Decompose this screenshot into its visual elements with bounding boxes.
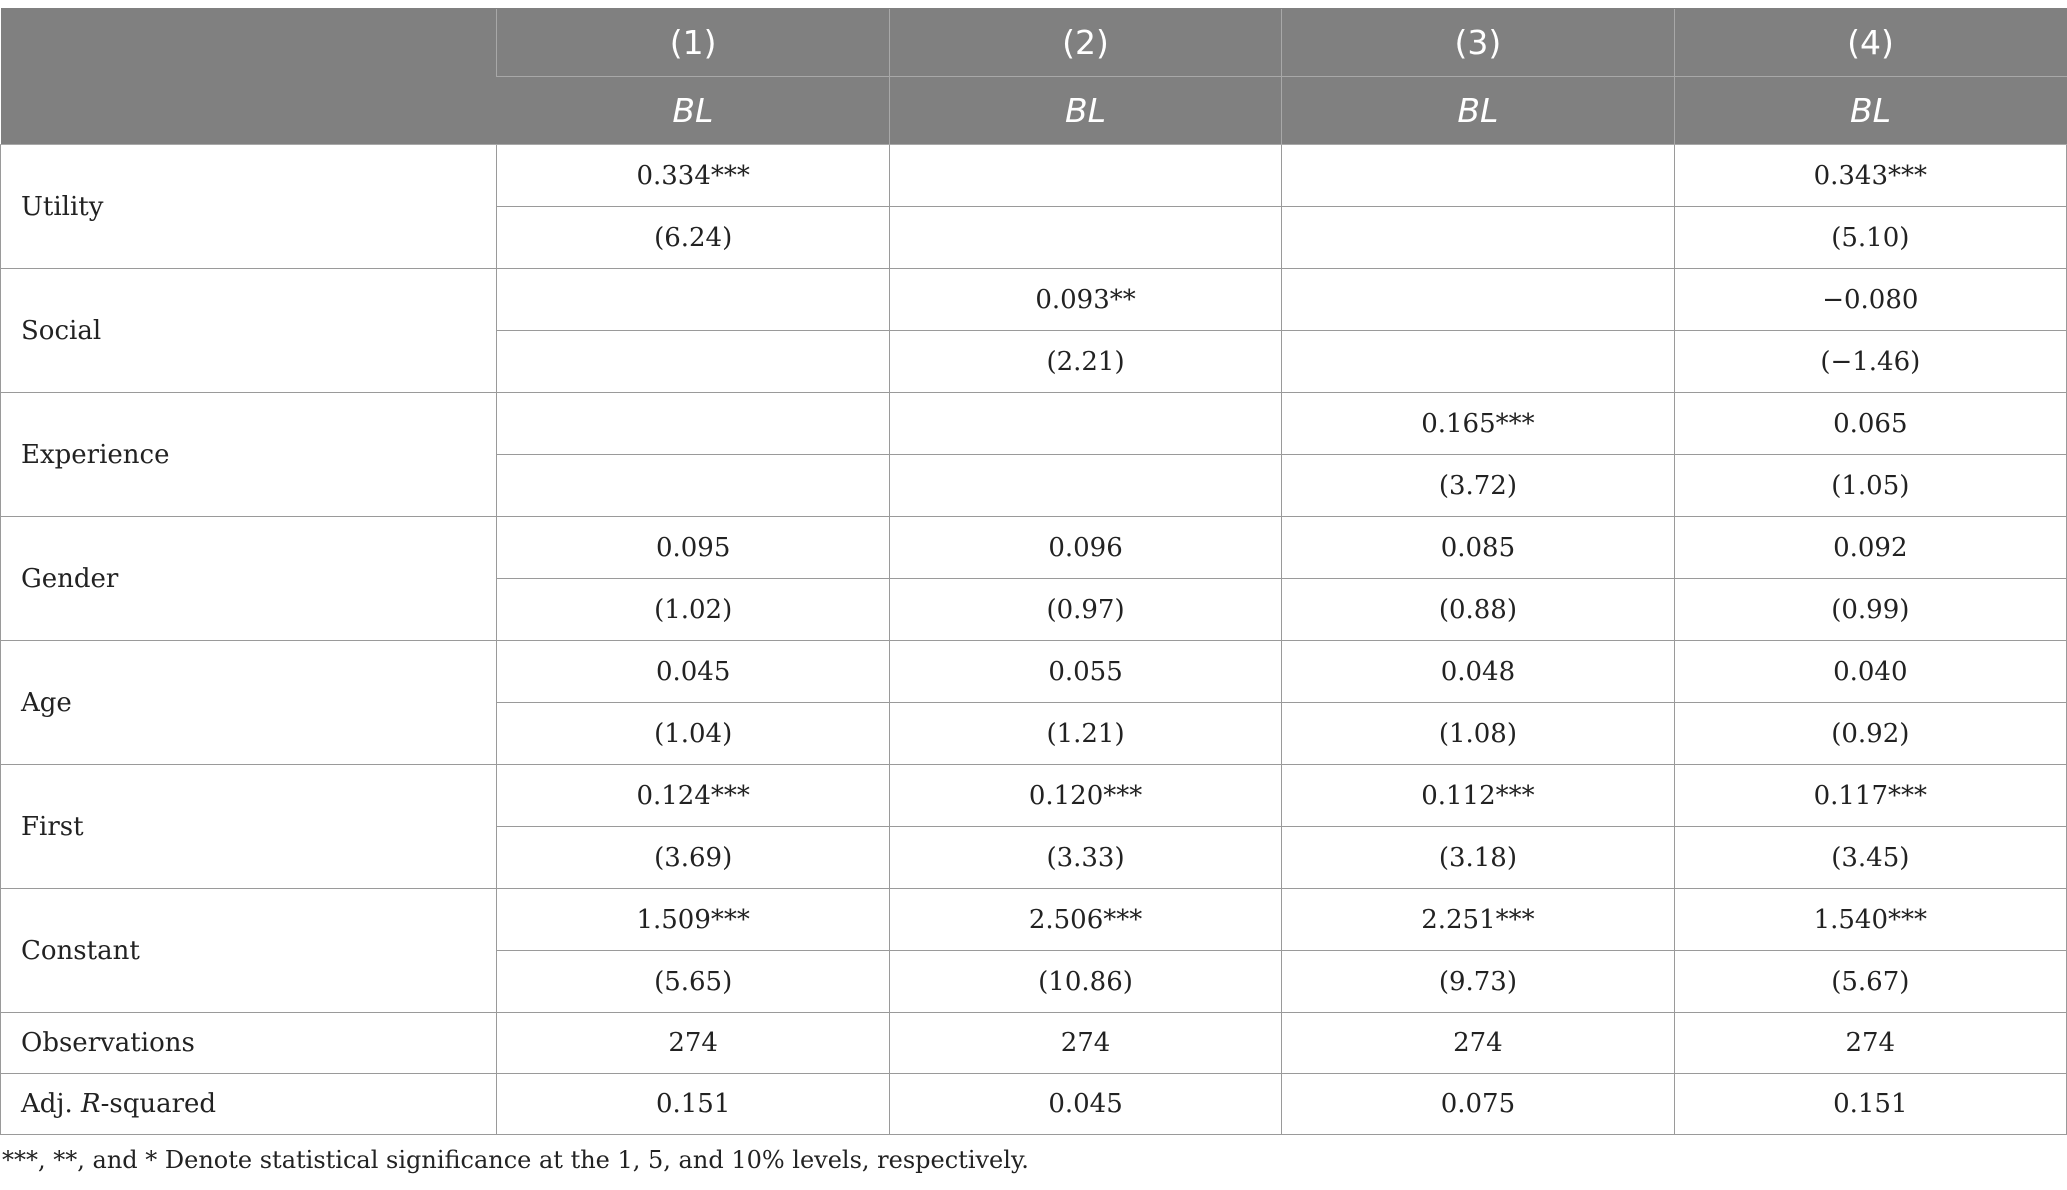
constant-tstat-col-2: (10.86)	[889, 951, 1281, 1013]
constant-tstat-col-4: (5.67)	[1674, 951, 2066, 1013]
experience-coef-col-1	[497, 393, 889, 455]
observations-col-4: 274	[1674, 1013, 2066, 1074]
header-row-model-numbers	[1, 9, 2067, 77]
row-label-gender: Gender	[1, 517, 497, 641]
significance-footnote: ***, **, and * Denote statistical significance at the 1, 5, and 10% levels, respectively.	[2, 1146, 1029, 1174]
table-row-utility-coef	[1, 145, 2067, 207]
constant-coef-col-1: 1.509***	[497, 889, 889, 951]
experience-tstat-col-2	[889, 455, 1281, 517]
row-label-first: First	[1, 765, 497, 889]
dependent-var-col-2: BL	[889, 77, 1281, 145]
dependent-var-col-3: BL	[1282, 77, 1674, 145]
constant-coef-col-3: 2.251***	[1282, 889, 1674, 951]
age-coef-col-1: 0.045	[497, 641, 889, 703]
social-coef-col-4: −0.080	[1674, 269, 2066, 331]
age-tstat-col-3: (1.08)	[1282, 703, 1674, 765]
social-tstat-col-1	[497, 331, 889, 393]
adj-r-squared-label-r: R	[81, 1089, 101, 1119]
utility-tstat-col-3	[1282, 207, 1674, 269]
age-coef-col-2: 0.055	[889, 641, 1281, 703]
first-coef-col-2: 0.120***	[889, 765, 1281, 827]
gender-coef-col-3: 0.085	[1282, 517, 1674, 579]
table-row-gender-coef	[1, 517, 2067, 579]
observations-col-1: 274	[497, 1013, 889, 1074]
first-tstat-col-2: (3.33)	[889, 827, 1281, 889]
adj-r-squared-label	[1, 1074, 497, 1135]
age-tstat-col-2: (1.21)	[889, 703, 1281, 765]
utility-coef-col-2	[889, 145, 1281, 207]
age-tstat-col-1: (1.04)	[497, 703, 889, 765]
header-col-4: (4)	[1674, 9, 2066, 77]
adj-r-squared-col-1: 0.151	[497, 1074, 889, 1135]
table-row-constant-coef	[1, 889, 2067, 951]
adj-r-squared-label-suffix: -squared	[100, 1089, 217, 1119]
table-header	[1, 9, 2067, 145]
table-body	[1, 145, 2067, 1135]
experience-coef-col-3: 0.165***	[1282, 393, 1674, 455]
social-coef-col-1	[497, 269, 889, 331]
dependent-var-col-4: BL	[1674, 77, 2066, 145]
dependent-var-col-1: BL	[497, 77, 889, 145]
table-row-social-coef	[1, 269, 2067, 331]
gender-tstat-col-4: (0.99)	[1674, 579, 2066, 641]
utility-tstat-col-4: (5.10)	[1674, 207, 2066, 269]
social-coef-col-3	[1282, 269, 1674, 331]
row-label-social: Social	[1, 269, 497, 393]
header-col-2: (2)	[889, 9, 1281, 77]
row-label-constant: Constant	[1, 889, 497, 1013]
header-col-1: (1)	[497, 9, 889, 77]
first-coef-col-4: 0.117***	[1674, 765, 2066, 827]
adj-r-squared-col-2: 0.045	[889, 1074, 1281, 1135]
adj-r-squared-row	[1, 1074, 2067, 1135]
regression-table	[0, 8, 2067, 1135]
row-label-experience: Experience	[1, 393, 497, 517]
utility-coef-col-4: 0.343***	[1674, 145, 2066, 207]
regression-table-container	[0, 8, 2067, 1135]
age-coef-col-3: 0.048	[1282, 641, 1674, 703]
utility-tstat-col-1: (6.24)	[497, 207, 889, 269]
observations-row	[1, 1013, 2067, 1074]
constant-tstat-col-3: (9.73)	[1282, 951, 1674, 1013]
table-row-age-coef	[1, 641, 2067, 703]
observations-label: Observations	[1, 1013, 497, 1074]
header-col-3: (3)	[1282, 9, 1674, 77]
first-coef-col-3: 0.112***	[1282, 765, 1674, 827]
experience-coef-col-2	[889, 393, 1281, 455]
gender-coef-col-2: 0.096	[889, 517, 1281, 579]
utility-coef-col-1: 0.334***	[497, 145, 889, 207]
gender-tstat-col-1: (1.02)	[497, 579, 889, 641]
utility-tstat-col-2	[889, 207, 1281, 269]
first-tstat-col-3: (3.18)	[1282, 827, 1674, 889]
first-tstat-col-1: (3.69)	[497, 827, 889, 889]
observations-col-2: 274	[889, 1013, 1281, 1074]
row-label-utility: Utility	[1, 145, 497, 269]
first-tstat-col-4: (3.45)	[1674, 827, 2066, 889]
social-tstat-col-2: (2.21)	[889, 331, 1281, 393]
social-coef-col-2: 0.093**	[889, 269, 1281, 331]
constant-coef-col-4: 1.540***	[1674, 889, 2066, 951]
experience-coef-col-4: 0.065	[1674, 393, 2066, 455]
first-coef-col-1: 0.124***	[497, 765, 889, 827]
social-tstat-col-3	[1282, 331, 1674, 393]
age-tstat-col-4: (0.92)	[1674, 703, 2066, 765]
adj-r-squared-col-4: 0.151	[1674, 1074, 2066, 1135]
adj-r-squared-label-prefix: Adj.	[21, 1089, 82, 1119]
table-row-experience-coef	[1, 393, 2067, 455]
experience-tstat-col-1	[497, 455, 889, 517]
observations-col-3: 274	[1282, 1013, 1674, 1074]
social-tstat-col-4: (−1.46)	[1674, 331, 2066, 393]
utility-coef-col-3	[1282, 145, 1674, 207]
table-row-first-coef	[1, 765, 2067, 827]
constant-coef-col-2: 2.506***	[889, 889, 1281, 951]
gender-tstat-col-2: (0.97)	[889, 579, 1281, 641]
gender-coef-col-1: 0.095	[497, 517, 889, 579]
constant-tstat-col-1: (5.65)	[497, 951, 889, 1013]
experience-tstat-col-4: (1.05)	[1674, 455, 2066, 517]
row-label-age: Age	[1, 641, 497, 765]
experience-tstat-col-3: (3.72)	[1282, 455, 1674, 517]
gender-tstat-col-3: (0.88)	[1282, 579, 1674, 641]
age-coef-col-4: 0.040	[1674, 641, 2066, 703]
header-blank-cell	[1, 9, 497, 145]
adj-r-squared-col-3: 0.075	[1282, 1074, 1674, 1135]
gender-coef-col-4: 0.092	[1674, 517, 2066, 579]
